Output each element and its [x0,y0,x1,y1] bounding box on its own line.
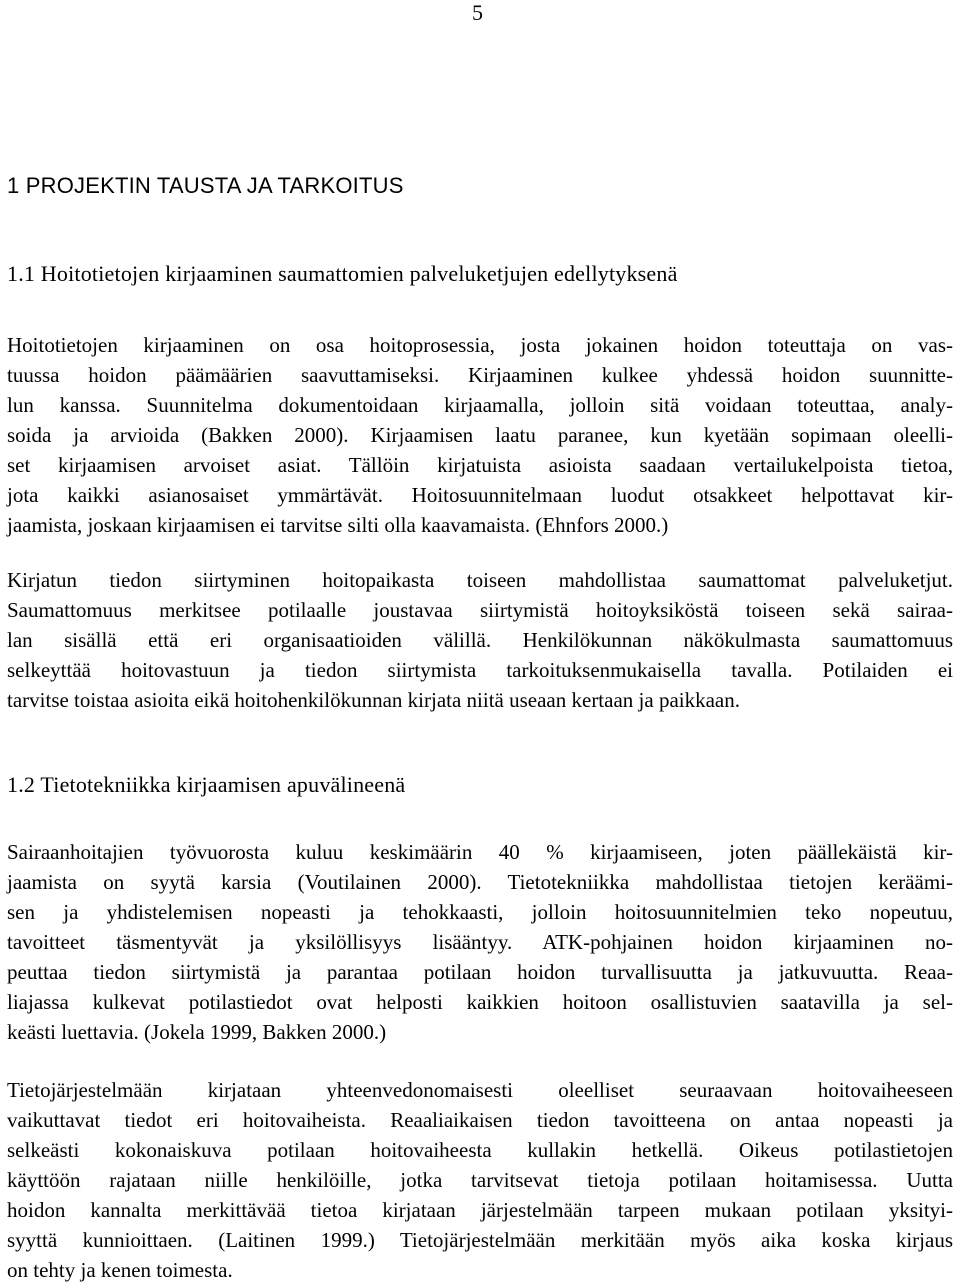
page-number: 5 [472,0,483,25]
text-line: jaamista on syytä karsia (Voutilainen 2000). Tietotekniikka mahdollistaa tietojen keräämi- [7,870,953,894]
text-line: lun kanssa. Suunnitelma dokumentoidaan kirjaamalla, jolloin sitä voidaan toteuttaa, analy- [7,393,953,417]
text-line: soida ja arvioida (Bakken 2000). Kirjaamisen laatu paranee, kun kyetään sopimaan oleelli- [7,423,953,447]
text-line: tuussa hoidon päämäärien saavuttamiseksi. Kirjaaminen kulkee yhdessä hoidon suunnitte- [7,363,953,387]
text-line: Sairaanhoitajien työvuorosta kuluu keskimäärin 40 % kirjaamiseen, joten päällekäistä kir- [7,840,953,864]
text-line: set kirjaamisen arvoiset asiat. Tällöin kirjatuista asioista saadaan vertailukelpoista tietoa, [7,453,953,477]
text-line: Hoitotietojen kirjaaminen on osa hoitoprosessia, josta jokainen hoidon toteuttaja on vas- [7,333,953,357]
chapter-heading: 1 PROJEKTIN TAUSTA JA TARKOITUS [7,173,404,198]
text-line: syyttä kunnioittaen. (Laitinen 1999.) Tietojärjestelmään merkitään myös aika koska kirjaus [7,1228,953,1252]
text-line: jota kaikki asianosaiset ymmärtävät. Hoitosuunnitelmaan luodut otsakkeet helpottavat kir- [7,483,953,507]
text-line: hoidon kannalta merkittävää tietoa kirjataan järjestelmään tarpeen mukaan potilaan yksityi- [7,1198,953,1222]
text-line: selkeyttää hoitovastuun ja tiedon siirtymista tarkoituksenmukaisella tavalla. Potilaiden ei [7,658,953,682]
paragraph [7,1075,953,1285]
text-line: lan sisällä että eri organisaatioiden välillä. Henkilökunnan näkökulmasta saumattomuus [7,628,953,652]
text-line: sen ja yhdistelemisen nopeasti ja tehokkaasti, jolloin hoitosuunnitelmien teko nopeutuu, [7,900,953,924]
text-line: tavoitteet täsmentyvät ja yksilöllisyys lisääntyy. ATK-pohjainen hoidon kirjaaminen no- [7,930,953,954]
text-line: Tietojärjestelmään kirjataan yhteenvedonomaisesti oleelliset seuraavaan hoitovaiheeseen [7,1078,953,1102]
text-line: jaamista, joskaan kirjaamisen ei tarvitse silti olla kaavamaista. (Ehnfors 2000.) [7,513,669,537]
paragraph [7,565,953,715]
text-line: tarvitse toistaa asioita eikä hoitohenkilökunnan kirjata niitä useaan kertaan ja paikkaan. [7,688,740,712]
text-line: on tehty ja kenen toimesta. [7,1258,233,1282]
section-heading: 1.1 Hoitotietojen kirjaaminen saumattomien palveluketjujen edellytyksenä [7,261,678,286]
text-line: keästi luettavia. (Jokela 1999, Bakken 2000.) [7,1020,387,1044]
text-line: käyttöön rajataan niille henkilöille, jotka tarvitsevat tietoja potilaan hoitamisessa. Uutta [7,1168,953,1192]
section-heading: 1.2 Tietotekniikka kirjaamisen apuvälineenä [7,772,406,797]
paragraph [7,330,953,540]
text-line: Saumattomuus merkitsee potilaalle joustavaa siirtymistä hoitoyksiköstä toiseen sekä sairaa- [7,598,953,622]
text-line: peuttaa tiedon siirtymistä ja parantaa potilaan hoidon turvallisuutta ja jatkuvuutta. Reaa- [7,960,953,984]
paragraph [7,837,953,1047]
text-line: selkeästi kokonaiskuva potilaan hoitovaiheesta kullakin hetkellä. Oikeus potilastietojen [7,1138,953,1162]
text-line: vaikuttavat tiedot eri hoitovaiheista. Reaaliaikaisen tiedon tavoitteena on antaa nopeasti ja [7,1108,953,1132]
text-line: liajassa kulkevat potilastiedot ovat helposti kaikkien hoitoon osallistuvien saatavilla ja sel- [7,990,953,1014]
text-line: Kirjatun tiedon siirtyminen hoitopaikasta toiseen mahdollistaa saumattomat palveluketjut. [7,568,953,592]
